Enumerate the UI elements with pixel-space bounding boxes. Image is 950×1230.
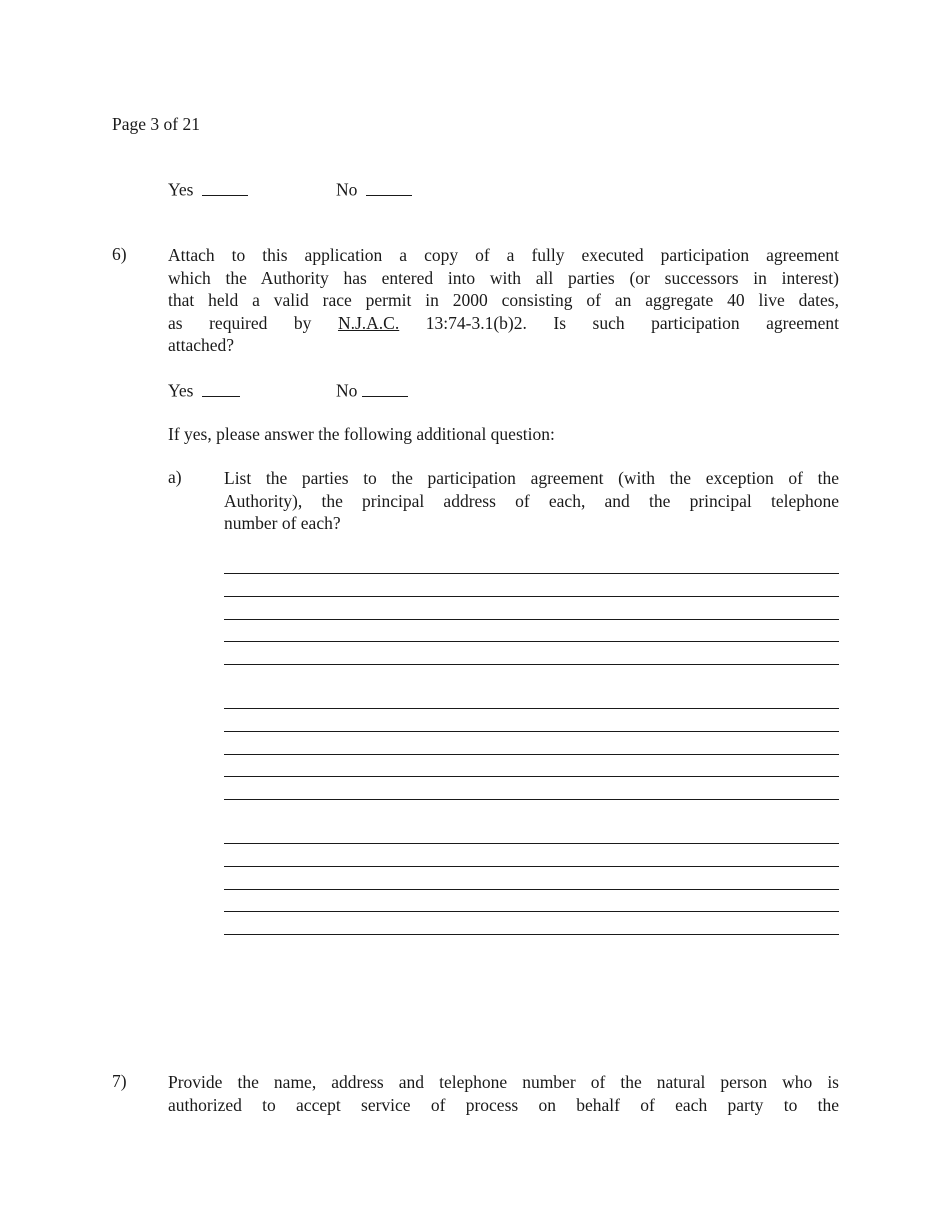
q6-yes-label: Yes	[168, 380, 194, 401]
answer-line[interactable]	[224, 596, 839, 597]
answer-line[interactable]	[224, 799, 839, 800]
q6-followup-text: If yes, please answer the following additional question:	[168, 424, 555, 444]
q5-yes-label: Yes	[168, 179, 194, 200]
njac-citation: N.J.A.C.	[337, 312, 400, 333]
q7-line-1: Provide the name, address and telephone number of the natural person who is	[168, 1072, 839, 1092]
q6-number: 6)	[112, 244, 127, 264]
q5-yes-blank[interactable]	[202, 177, 248, 196]
q6a-text	[224, 467, 839, 535]
q7-number: 7)	[112, 1071, 127, 1091]
q6a-line-2: Authority), the principal address of each, and the principal telephone	[224, 490, 839, 511]
q6-line-4	[168, 312, 839, 335]
q5-no-blank[interactable]	[366, 177, 412, 196]
q6-no-label: No	[336, 380, 358, 401]
q6-yes-option[interactable]	[168, 378, 240, 402]
answer-line[interactable]	[224, 619, 839, 620]
q5-no-option[interactable]	[336, 177, 412, 201]
q6-line-5: attached?	[168, 335, 235, 355]
q6a-line-3: number of each?	[224, 513, 341, 533]
answer-line[interactable]	[224, 889, 839, 890]
q6-line-1: Attach to this application a copy of a fully executed participation agreement	[168, 245, 839, 265]
q5-no-label: No	[336, 179, 358, 200]
answer-line[interactable]	[224, 664, 839, 665]
q6a-line-1: List the parties to the participation agreement (with the exception of the	[224, 468, 839, 488]
answer-line[interactable]	[224, 731, 839, 732]
q6-no-blank[interactable]	[362, 378, 408, 397]
q7-text	[168, 1071, 839, 1116]
q6-no-option[interactable]	[336, 378, 408, 402]
q6-yes-blank[interactable]	[202, 378, 240, 397]
answer-line[interactable]	[224, 641, 839, 642]
q6-line-4-post: 13:74-3.1(b)2. Is such participation agreement	[399, 312, 839, 333]
answer-line[interactable]	[224, 843, 839, 844]
answer-line[interactable]	[224, 911, 839, 912]
answer-line[interactable]	[224, 754, 839, 755]
answer-line[interactable]	[224, 573, 839, 574]
answer-line[interactable]	[224, 866, 839, 867]
answer-line[interactable]	[224, 776, 839, 777]
q6a-label: a)	[168, 467, 182, 487]
page-number: Page 3 of 21	[112, 114, 200, 134]
q6-line-2: which the Authority has entered into with all parties (or successors in interest)	[168, 267, 839, 288]
q6-text	[168, 244, 839, 357]
answer-line[interactable]	[224, 708, 839, 709]
q7-line-2: authorized to accept service of process on behalf of each party to the	[168, 1094, 839, 1115]
q6-line-4-pre: as required by	[168, 312, 338, 333]
q6-line-3: that held a valid race permit in 2000 consisting of an aggregate 40 live dates,	[168, 290, 839, 310]
answer-line[interactable]	[224, 934, 839, 935]
q5-yes-option[interactable]	[168, 177, 248, 201]
